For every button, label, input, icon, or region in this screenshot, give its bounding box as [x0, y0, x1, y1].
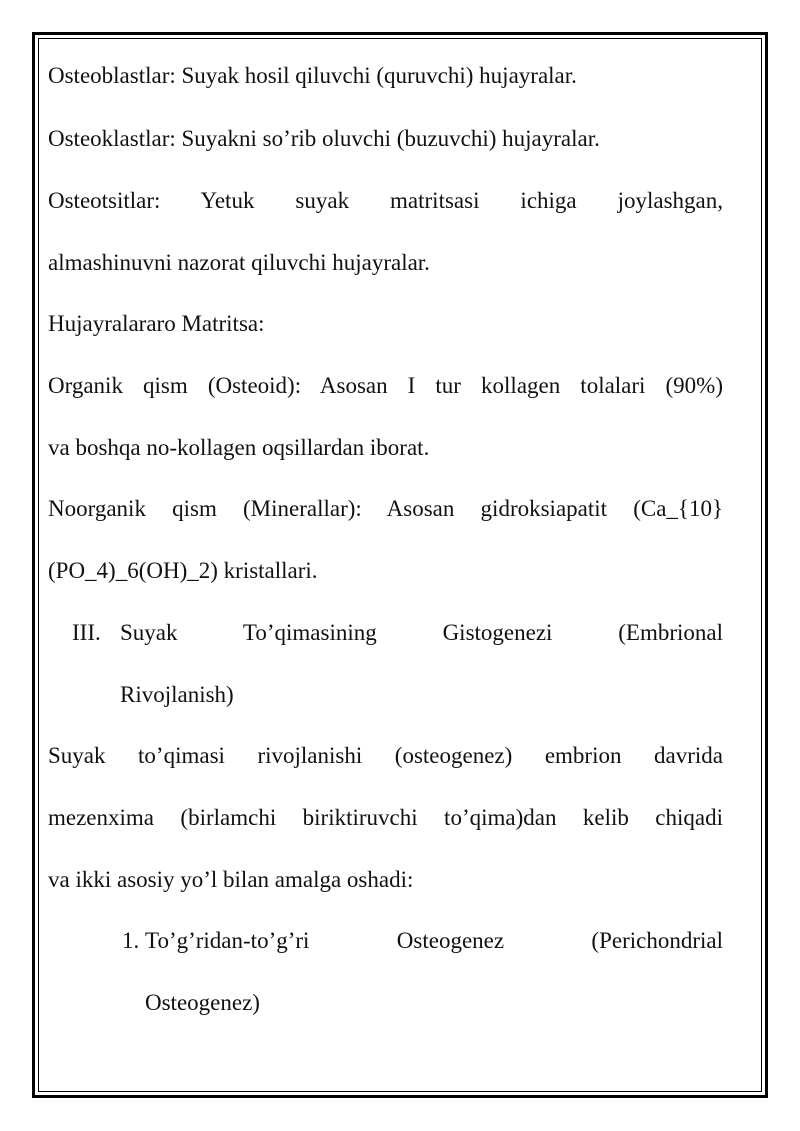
- paragraph-organic-line-1: Organik qism (Osteoid): Asosan I tur kollagen tolalari (90%): [48, 373, 723, 398]
- paragraph-osteocytes-line-2: almashinuvni nazorat qiluvchi hujayralar.: [48, 250, 430, 275]
- paragraph-matrix-heading: Hujayralararo Matritsa:: [48, 311, 265, 336]
- paragraph-osteoclasts: Osteoklastlar: Suyakni so’rib oluvchi (buzuvchi) hujayralar.: [48, 126, 600, 151]
- paragraph-osteogenesis-line-2: mezenxima (birlamchi biriktiruvchi to’qima)dan kelib chiqadi: [48, 805, 723, 830]
- list-item-line-2: Osteogenez): [145, 990, 260, 1015]
- paragraph-osteoblasts: Osteoblastlar: Suyak hosil qiluvchi (quruvchi) hujayralar.: [48, 63, 577, 88]
- paragraph-inorganic-line-1: Noorganik qism (Minerallar): Asosan gidroksiapatit (Ca_{10}: [48, 496, 723, 521]
- list-item-line-1: To’g’ridan-to’g’ri Osteogenez (Perichondrial: [145, 928, 723, 953]
- section-heading-line-1: Suyak To’qimasining Gistogenezi (Embrional: [120, 620, 723, 645]
- paragraph-inorganic-line-2: (PO_4)_6(OH)_2) kristallari.: [48, 558, 318, 583]
- paragraph-osteogenesis-line-3: va ikki asosiy yo’l bilan amalga oshadi:: [48, 867, 414, 892]
- paragraph-organic-line-2: va boshqa no-kollagen oqsillardan iborat.: [48, 435, 430, 460]
- paragraph-osteogenesis-line-1: Suyak to’qimasi rivojlanishi (osteogenez) embrion davrida: [48, 743, 723, 768]
- section-heading-line-2: Rivojlanish): [120, 682, 234, 707]
- paragraph-osteocytes-line-1: Osteotsitlar: Yetuk suyak matritsasi ichiga joylashgan,: [48, 188, 723, 213]
- section-number: III.: [72, 620, 101, 645]
- list-item-number: 1.: [122, 928, 140, 953]
